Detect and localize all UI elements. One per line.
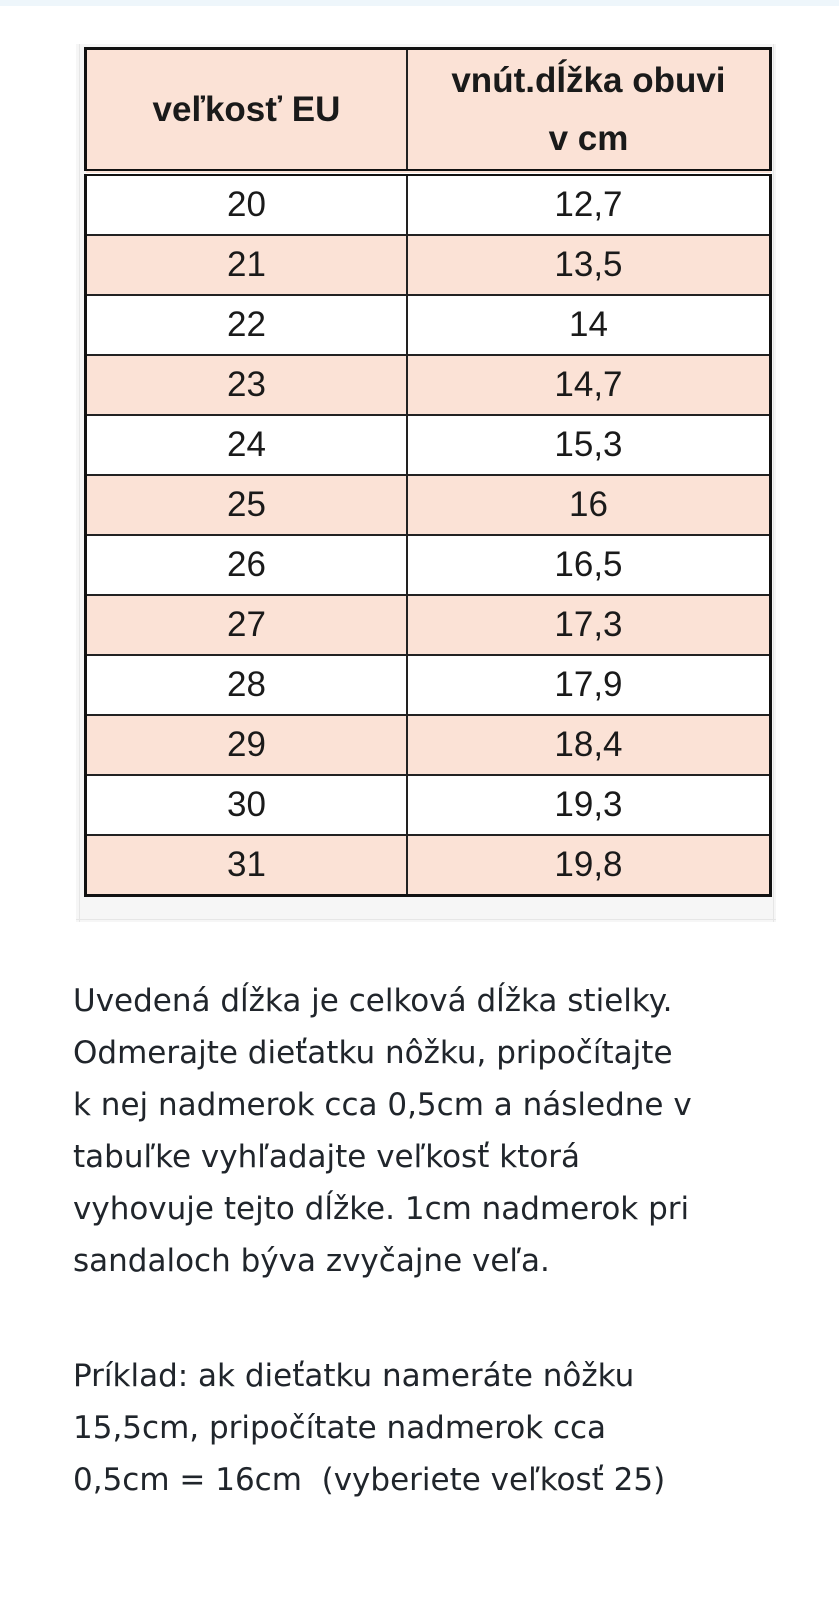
text-line: sandaloch býva zvyčajne veľa.	[73, 1243, 550, 1279]
sheet-gridline	[76, 919, 776, 920]
cell-length: 14,7	[407, 355, 771, 415]
table-row	[86, 775, 771, 835]
cell-length: 18,4	[407, 715, 771, 775]
cell-size: 29	[86, 715, 407, 775]
instructions-paragraph	[73, 975, 773, 1287]
cell-size: 24	[86, 415, 407, 475]
table-row	[86, 535, 771, 595]
cell-length: 16,5	[407, 535, 771, 595]
text-line: k nej nadmerok cca 0,5cm a následne v	[73, 1087, 692, 1123]
cell-size: 30	[86, 775, 407, 835]
header-inner-length-line1: vnút.dĺžka obuvi	[451, 60, 726, 100]
table-row	[86, 355, 771, 415]
cell-length: 13,5	[407, 235, 771, 295]
cell-length: 12,7	[407, 173, 771, 236]
table-header-row	[86, 49, 771, 173]
text-line: tabuľke vyhľadajte veľkosť ktorá	[73, 1139, 581, 1175]
header-inner-length	[407, 49, 771, 173]
cell-size: 21	[86, 235, 407, 295]
cell-length: 16	[407, 475, 771, 535]
cell-size: 26	[86, 535, 407, 595]
text-line: 15,5cm, pripočítate nadmerok cca	[73, 1410, 607, 1446]
text-line: vyhovuje tejto dĺžke. 1cm nadmerok pri	[73, 1191, 690, 1227]
text-line: Uvedená dĺžka je celková dĺžka stielky.	[73, 983, 673, 1019]
cell-length: 17,3	[407, 595, 771, 655]
top-bar	[0, 0, 839, 6]
table-row	[86, 655, 771, 715]
cell-size: 31	[86, 835, 407, 896]
cell-length: 19,8	[407, 835, 771, 896]
text-line: 0,5cm = 16cm (vyberiete veľkosť 25)	[73, 1462, 666, 1498]
table-row	[86, 715, 771, 775]
table-row	[86, 835, 771, 896]
table-row	[86, 173, 771, 236]
cell-size: 20	[86, 173, 407, 236]
example-paragraph	[73, 1350, 773, 1506]
table-row	[86, 235, 771, 295]
cell-size: 25	[86, 475, 407, 535]
cell-length: 15,3	[407, 415, 771, 475]
cell-length: 17,9	[407, 655, 771, 715]
table-row	[86, 415, 771, 475]
cell-size: 27	[86, 595, 407, 655]
table-row	[86, 295, 771, 355]
sheet-gridline	[79, 44, 80, 922]
size-chart-image	[76, 44, 776, 922]
text-line: Príklad: ak dieťatku nameráte nôžku	[73, 1358, 635, 1394]
size-table	[84, 47, 772, 897]
header-inner-length-line2: v cm	[548, 118, 629, 158]
header-size-eu: veľkosť EU	[86, 49, 407, 173]
table-row	[86, 595, 771, 655]
text-line: Odmerajte dieťatku nôžku, pripočítajte	[73, 1035, 673, 1071]
cell-size: 23	[86, 355, 407, 415]
cell-length: 19,3	[407, 775, 771, 835]
cell-size: 22	[86, 295, 407, 355]
cell-size: 28	[86, 655, 407, 715]
cell-length: 14	[407, 295, 771, 355]
sheet-gridline	[773, 44, 774, 922]
table-row	[86, 475, 771, 535]
